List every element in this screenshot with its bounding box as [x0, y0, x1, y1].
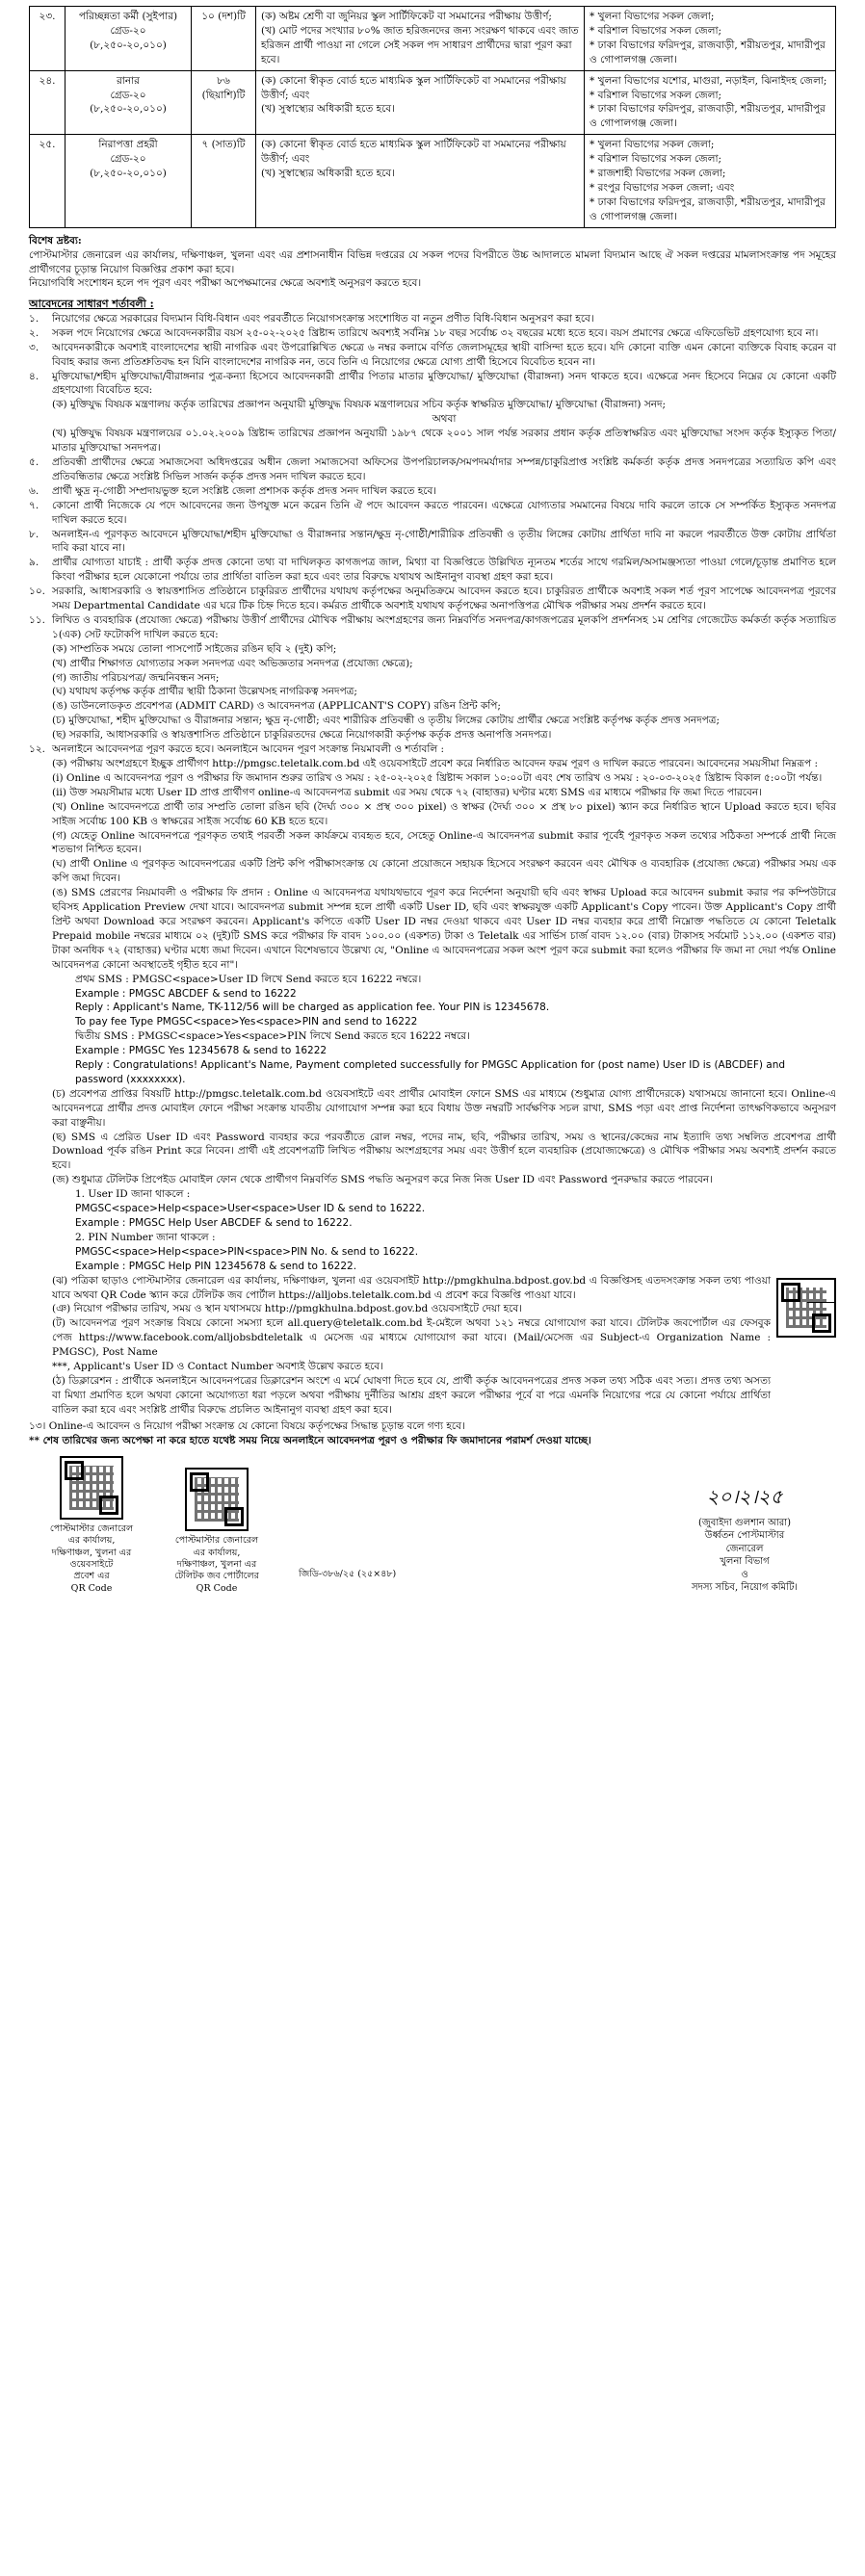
- qualification-line: (খ) সুস্বাস্থ্যের অধিকারী হতে হবে।: [261, 168, 395, 180]
- condition-sub: (ক) সাম্প্রতিক সময়ে তোলা পাসপোর্ট সাইজের রঙিন ছবি ২ (দুই) কপি;: [52, 642, 337, 655]
- footer-line: টেলিটক জব পোর্টালের: [174, 1571, 259, 1582]
- condition-item: [29, 341, 836, 370]
- recovery-userid-example: Example : PMGSC Help User ABCDEF & send to 16222.: [75, 1217, 353, 1230]
- district-line: * রাজশাহী বিভাগের সকল জেলা;: [590, 168, 726, 180]
- closing-note: ** শেষ তারিখের জন্য অপেক্ষা না করে হাতে যথেষ্ট সময় নিয়ে অনলাইনে আবেদনপত্র পূরণ ও পরীক্ষার ফি জমাদানের পরামর্শ দেওয়া যাচ্ছে।: [29, 1434, 591, 1446]
- row-qualifications: [256, 135, 585, 227]
- general-conditions-title: আবেদনের সাধারণ শর্তাবলী :: [29, 298, 154, 311]
- row-serial: ২৪.: [30, 70, 66, 135]
- conditions-list: [29, 312, 836, 973]
- special-note-2: নিয়োগবিধি সংশোধন হলে পদ পূরণ এবং পরীক্ষা অপেক্ষমানের ক্ষেত্রে অবশ্যই অনুসরণ করতে হবে।: [29, 277, 422, 290]
- district-line: * ঢাকা বিভাগের ফরিদপুর, রাজবাড়ী, শরীয়তপুর, মাদারীপুর ও গোপালগঞ্জ জেলা।: [590, 39, 826, 65]
- final-items-list: [29, 1274, 771, 1418]
- condition-sub: (ঘ) প্রার্থী Online এ পূরণকৃত আবেদনপত্রের একটি প্রিন্ট কপি পরীক্ষাসংক্রান্ত যে কোনো প্রয়োজনে সহায়ক হিসেবে সংরক্ষণ করবেন এবং মৌখিক ও ব্যবহারিক (প্রযোজ্য ক্ষেত্রে) পরীক্ষার সময় এক কপি জমা দিবেন।: [52, 858, 836, 885]
- table-row: [30, 135, 836, 227]
- final-item: (ঠ) ডিক্লারেশন : প্রার্থীকে অনলাইনে আবেদনপত্রের ডিক্লারেশন অংশে এ মর্মে ঘোষণা দিতে হবে যে, প্রার্থী কর্তৃক আবেদনপত্রের প্রদত্ত সকল তথ্য সঠিক এবং সত্য। প্রদত্ত তথ্য অসত্য বা মিথ্যা প্রমাণিত হলে অথবা কোনো অযোগ্যতা ধরা পড়লে অথবা পরীক্ষায় দুর্নীতির আশ্রয় গ্রহণ করলে পরীক্ষার পূর্বে বা পরে এমনকি নিয়োগের পরে যে কোনো পর্যায়ে প্রার্থিতা বাতিল করা হবে এবং সংশ্লিষ্ট প্রার্থীর বিরুদ্ধে প্রচলিত আইনানুগ ব্যবস্থা গ্রহণ করা হবে।: [52, 1374, 771, 1416]
- condition-number: ১১.: [29, 613, 45, 626]
- row-post: [66, 135, 192, 227]
- footer-line: পোস্টমাস্টার জেনারেল: [49, 1522, 134, 1534]
- condition-text: [52, 556, 836, 585]
- sms-reply-1: Reply : Applicant's Name, TK-112/56 will be charged as application fee. Your PIN is 12345678.: [75, 1002, 550, 1014]
- qualification-line: (খ) সুস্বাস্থ্যের অধিকারী হতে হবে।: [261, 103, 395, 116]
- condition-sub: (ক) পরীক্ষায় অংশগ্রহণে ইচ্ছুক প্রার্থীগণ http://pmgsc.teletalk.com.bd এই ওয়েবসাইটে প্রবেশ করে নির্ধারিত আবেদন ফরম পূরণ ও দাখিল করতে পারবেন। আবেদনের সময়সীমা নিম্নরূপ :: [52, 758, 818, 770]
- condition-sub: (গ) যেহেতু Online আবেদনপত্রে পূরণকৃত তথ্যই পরবর্তী সকল কার্যক্রমে ব্যবহৃত হবে, সেহেতু Online-এ আবেদনপত্র submit করার পূর্বেই পূরণকৃত সকল তথ্যের সঠিকতা সম্পর্কে প্রার্থী নিজে শতভাগ নিশ্চিত হবেন।: [52, 829, 836, 856]
- condition-sub: (ঙ) ডাউনলোডকৃত প্রবেশপত্র (ADMIT CARD) ও আবেদনপত্র (APPLICANT'S COPY) রঙিন প্রিন্ট কপি;: [52, 700, 501, 713]
- condition-number: ১২.: [29, 743, 45, 756]
- row-count: ৮৬ (ছিয়াশি)টি: [192, 70, 256, 135]
- condition-sub: (ছ) সরকারি, আধাসরকারি ও স্বায়ত্তশাসিত প্রতিষ্ঠানে চাকুরিরতদের ক্ষেত্রে নিয়োগকারী কর্তৃপক্ষ কর্তৃক প্রদত্ত অনাপত্তি সনদপত্র।: [52, 729, 552, 742]
- footer-line: দক্ষিণাঞ্চল, খুলনা এর ওয়েবসাইটে: [51, 1547, 132, 1570]
- qr-code-website[interactable]: [60, 1456, 123, 1520]
- row-count: ৭ (সাত)টি: [192, 135, 256, 227]
- after-sms-item: (চ) প্রবেশপত্র প্রাপ্তির বিষয়টি http://pmgsc.teletalk.com.bd ওয়েবসাইটে এবং প্রার্থীর মোবাইল ফোনে SMS এর মাধ্যমে (শুধুমাত্র যোগ্য প্রার্থীদেরকে) যথাসময়ে জানানো হবে। Online-এ আবেদনপত্রে প্রার্থীর প্রদত্ত মোবাইল ফোনে পরীক্ষা সংক্রান্ত যাবতীয় যোগাযোগ সম্পন্ন করা হবে বিধায় উক্ত নম্বরটি সার্বক্ষণিক সচল রাখা, SMS পড়া এবং প্রাপ্ত নির্দেশনা তাৎক্ষণিকভাবে অনুসরণ করা বাঞ্ছনীয়।: [52, 1087, 836, 1129]
- qualification-line: (ক) কোনো স্বীকৃত বোর্ড হতে মাধ্যমিক স্কুল সার্টিফিকেট বা সমমানের পরীক্ষায় উত্তীর্ণ; এবং: [261, 74, 566, 101]
- condition-body: প্রার্থীর যোগ্যতা যাচাই : প্রার্থী কর্তৃক প্রদত্ত কোনো তথ্য বা দাখিলকৃত কাগজপত্র জাল, মিথ্যা বা বিজ্ঞপ্তিতে উল্লিখিত ন্যূনতম শর্তের সাথে গরমিল/অসামঞ্জস্যতা পাওয়া গেলে/চূড়ান্ত প্রমাণিত হলে কিংবা পরীক্ষার হলে যেকোনো পর্যায়ে তার প্রার্থিতা বাতিল করা হবে এবং তার বিরুদ্ধে যথাযথ আইনানুগ ব্যবস্থা গ্রহণ করা হবে।: [52, 557, 836, 584]
- condition-body: লিখিত ও ব্যবহারিক (প্রযোজ্য ক্ষেত্রে) পরীক্ষায় উত্তীর্ণ প্রার্থীদের মৌখিক পরীক্ষায় অংশগ্রহণের জন্য নিম্নবর্ণিত সনদপত্র/কাগজপত্রের মূলকপি প্রদর্শনসহ ১ম শ্রেণির গেজেটেড কর্মকর্তা কর্তৃক সত্যায়িত ১(এক) সেট ফটোকপি দাখিল করতে হবে:: [52, 613, 836, 640]
- district-line: * ঢাকা বিভাগের ফরিদপুর, রাজবাড়ী, শরীয়তপুর, মাদারীপুর ও গোপালগঞ্জ জেলা।: [590, 103, 826, 130]
- gd-reference: জিডি-৩৮৬/২৫ (২৫×৪৮): [299, 1569, 397, 1580]
- table-row: [30, 70, 836, 135]
- condition-body: নিয়োগের ক্ষেত্রে সরকারের বিদ্যমান বিধি-বিধান এবং পরবর্তীতে নিয়োগসংক্রান্ত সংশোধিত বা নতুন প্রণীত বিধি-বিধান অনুসরণ করা হবে।: [52, 312, 594, 325]
- post-grade: গ্রেড-২০ (৮,২৫০-২০,০১০): [90, 153, 167, 180]
- post-name: পরিচ্ছন্নতা কর্মী (সুইপার): [78, 11, 178, 22]
- condition-sub: (i) Online এ আবেদনপত্র পূরণ ও পরীক্ষার ফি জমাদান শুরুর তারিখ ও সময় : ২৫-০২-২০২৫ খ্রিষ্টাব্দ সকাল ১০:০০টা এবং শেষ তারিখ ও সময় : ২০-০৩-২০২৫ খ্রিষ্টাব্দ বিকাল ৫:০০টা পর্যন্ত।: [52, 771, 823, 784]
- final-item: (ট) আবেদনপত্র পূরণ সংক্রান্ত বিষয়ে কোনো সমস্যা হলে all.query@teletalk.com.bd ই-মেইলে অথবা ১২১ নম্বরে যোগাযোগ করা যাবে। টেলিটক জবপোর্টাল এর ফেসবুক পেজ https://www.facebook.com/alljobsbdteletalk এ মেসেজ এর মাধ্যমে যোগাযোগ করা যাবে। (Mail/মেসেজ এর Subject-এ Organization Name : PMGSC), Post Name: [52, 1317, 771, 1359]
- condition-item: [29, 742, 836, 973]
- footer-line: QR Code: [196, 1582, 238, 1594]
- condition-sub: অথবা: [432, 413, 457, 426]
- condition-number: ১০.: [29, 585, 45, 598]
- final-item: (ঞ) নিয়োগ পরীক্ষার তারিখ, সময় ও স্থান যথাসময়ে http://pmgkhulna.bdpost.gov.bd ওয়েবসাইটে দেয়া হবে।: [52, 1303, 522, 1315]
- sms-first-example: Example : PMGSC ABCDEF & send to 16222: [75, 987, 297, 1000]
- side-qr-code: [776, 1278, 836, 1338]
- condition-item: [29, 484, 836, 499]
- post-grade: গ্রেড-২০ (৮,২৫০-২০,০১০): [90, 24, 167, 51]
- recovery-pin-example: Example : PMGSC Help PIN 12345678 & send to 16222.: [75, 1260, 357, 1272]
- row-qualifications: [256, 7, 585, 71]
- condition-body: প্রতিবন্ধী প্রার্থীদের ক্ষেত্রে সমাজসেবা অধিদপ্তরের অধীন জেলা সমাজসেবা অফিসের উপপরিচালক/সমপদমর্যাদার সম্পন্ন/চাকুরিপ্রাপ্ত সংশ্লিষ্ট কর্মকর্তা কর্তৃক প্রদত্ত সনদপত্রের সত্যায়িত কপি এবং প্রতিবন্ধিতার ক্ষেত্রে সংশ্লিষ্ট সিভিল সার্জন কর্তৃক প্রদত্ত সনদ দাখিল করতে হবে।: [52, 455, 836, 482]
- footer-line: এর কার্যালয়,: [67, 1535, 116, 1547]
- condition-number: ২.: [29, 326, 39, 339]
- condition-sub: (ঙ) SMS প্রেরণের নিয়মাবলী ও পরীক্ষার ফি প্রদান : Online এ আবেদনপত্র যথাযথভাবে পূরণ করে নির্দেশনা অনুযায়ী ছবি এবং স্বাক্ষর Upload করে আবেদন submit করার পর কম্পিউটারে ছবিসহ Application Preview দেখা যাবে। আবেদনপত্র submit সম্পন্ন হলে প্রার্থী একটি User ID, ছবি এবং স্বাক্ষরযুক্ত একটি Applicant's Copy পাবেন। উক্ত Applicant's Copy প্রার্থী প্রিন্ট অথবা Download করে সংরক্ষণ করবেন। Applicant's কপিতে একটি User ID নম্বর দেওয়া থাকবে এবং User ID নম্বর ব্যবহার করে প্রার্থী নিম্নোক্ত পদ্ধতিতে যে কোনো Teletalk Prepaid mobile নম্বরের মাধ্যমে ০২ (দুই)টি SMS করে পরীক্ষার ফি বাবদ ১০০.০০ (একশত) টাকা ও Teletalk এর সার্ভিস চার্জ বাবদ ১২.০০ (বার) টাকাসহ সর্বমোট ১১২.০০ (একশত বার) টাকা অনধিক ৭২ (বাহাত্তর) ঘণ্টার মধ্যে জমা দিবেন। এখানে বিশেষভাবে উল্লেখ্য যে, "Online এ আবেদনপত্রের সকল অংশ পূরণ করে submit করা হলেও পরীক্ষার ফি জমা না দেয়া পর্যন্ত Online আবেদনপত্র কোনো অবস্থাতেই গৃহীত হবে না"।: [52, 887, 836, 971]
- condition-sub: (খ) মুক্তিযুদ্ধ বিষয়ক মন্ত্রণালয়ের ০১.০২.২০০৯ খ্রিষ্টাব্দ তারিখের প্রজ্ঞাপন অনুযায়ী ১৯৮৭ থেকে ২০০১ সাল পর্যন্ত সরকার প্রধান কর্তৃক প্রতিস্বাক্ষরিত এবং মুক্তিযোদ্ধা সংসদ কর্তৃক ইস্যুকৃত পিতা/মাতার মুক্তিযোদ্ধা সনদপত্র।: [52, 428, 836, 455]
- final-item: (ঝ) পত্রিকা ছাড়াও পোস্টমাস্টার জেনারেল এর কার্যালয়, দক্ষিণাঞ্চল, খুলনা এর ওয়েবসাইট http://pmgkhulna.bdpost.gov.bd এ বিজ্ঞপ্তিসহ এতদসংক্রান্ত সকল তথ্য পাওয়া যাবে অথবা QR Code স্ক্যান করে টেলিটক জব পোর্টাল https://alljobs.teletalk.com.bd এ প্রবেশ করে বিজ্ঞপ্তি পাওয়া যাবে।: [52, 1274, 771, 1301]
- condition-text: [52, 499, 836, 528]
- row-districts: [585, 135, 836, 227]
- condition-body: সরকারি, আধাসরকারি ও স্বায়ত্তশাসিত প্রতিষ্ঠানে চাকুরিরত প্রার্থীদের যথাযথ কর্তৃপক্ষের অনুমতিক্রমে আবেদন করতে হবে। চাকুরিরত প্রার্থীকে অবশ্যই সকল শর্ত পূরণ সাপেক্ষে আবেদনপত্র পূরণের সময় Departmental Candidate এর ঘরে টিক চিহ্ন দিতে হবে। কর্মরত প্রার্থীকে অবশ্যই যথাযথ কর্তৃপক্ষের অনাপত্তিপত্র মৌখিক পরীক্ষার সময় প্রদর্শন করতে হবে।: [52, 585, 836, 612]
- condition-sub: (গ) জাতীয় পরিচয়পত্র/ জন্মনিবন্ধন সনদ;: [52, 671, 220, 684]
- condition-number: ৫.: [29, 455, 39, 468]
- qualification-line: (খ) মোট পদের সংখ্যার ৮০% জাত হরিজনদের জন্য সংরক্ষণ থাকবে এবং জাত হরিজন প্রার্থী পাওয়া না গেলে সেই সকল পদ সাধারণ প্রার্থীদের দ্বারা পূরণ করা হবে।: [261, 24, 579, 65]
- condition-sub: (ঘ) যথাযথ কর্তৃপক্ষ কর্তৃক প্রার্থীর স্থায়ী ঠিকানা উল্লেখসহ নাগরিকত্ব সনদপত্র;: [52, 686, 357, 698]
- footer-line: উর্ধ্বতন পোস্টমাস্টার: [704, 1530, 785, 1542]
- row-serial: ২৩.: [30, 7, 66, 71]
- condition-body: মুক্তিযোদ্ধা/শহীদ মুক্তিযোদ্ধা/বীরাঙ্গনার পুত্র-কন্যা হিসেবে আবেদনকারী প্রার্থীর পিতার মাতার মুক্তিযোদ্ধা/ মুক্তিযোদ্ধা (বীরাঙ্গনা) সনদ থাকতে হবে। এক্ষেত্রে সনদ হিসেবে নিম্নের যে কোনো একটি গ্রহণযোগ্য বিবেচিত হবে:: [52, 370, 836, 397]
- condition-item: [29, 613, 836, 742]
- signature-scrawl: ২০।২।২৫: [706, 1484, 783, 1508]
- recovery-block: [29, 1187, 836, 1273]
- footer-line: QR Code: [70, 1582, 113, 1594]
- condition-number: ৬.: [29, 484, 39, 497]
- condition-body: প্রার্থী ক্ষুদ্র নৃ-গোষ্ঠী সম্প্রদায়ভুক্ত হলে সংশ্লিষ্ট জেলা প্রশাসক কর্তৃক প্রদত্ত সনদ দাখিল করতে হবে।: [52, 484, 437, 497]
- footer-line: সদস্য সচিব, নিয়োগ কমিটি।: [692, 1582, 798, 1594]
- row-count: ১০ (দশ)টি: [192, 7, 256, 71]
- condition-number: ৭.: [29, 499, 39, 511]
- row-districts: [585, 7, 836, 71]
- condition-item: [29, 556, 836, 585]
- special-note-1: পোস্টমাস্টার জেনারেল এর কার্যালয়, দক্ষিণাঞ্চল, খুলনা এবং এর প্রশাসনাধীন বিভিন্ন দপ্তরের যে সকল পদের বিপরীতে উচ্চ আদালতে মামলা বিদ্যমান আছে ঐ সকল দপ্তরের মামলাসংক্রান্ত পদ সমূহের প্রার্থীগণের চূড়ান্ত নিয়োগ বিজ্ঞপ্তির প্রকাশ করা হবে।: [29, 248, 836, 275]
- condition-text: [52, 370, 836, 455]
- condition-text: [52, 484, 836, 499]
- footer-line: দক্ষিণাঞ্চল, খুলনা এর: [176, 1558, 257, 1570]
- sms-block: [29, 973, 836, 1087]
- qr-block-website: [29, 1456, 154, 1595]
- condition-sub: (খ) প্রার্থীর শিক্ষাগত যোগ্যতার সকল সনদপত্র এবং অভিজ্ঞতার সনদপত্র (প্রযোজ্য ক্ষেত্রে);: [52, 657, 413, 669]
- posts-table: [29, 6, 836, 228]
- item-13: ১৩। Online-এ আবেদন ও নিয়োগ পরীক্ষা সংক্রান্ত যে কোনো বিষয়ে কর্তৃপক্ষের সিদ্ধান্ত চূড়ান্ত বলে গণ্য হবে।: [29, 1419, 465, 1432]
- footer-line: প্রবেশ এর: [73, 1571, 110, 1582]
- special-notes-section: [29, 234, 836, 292]
- condition-body: অনলাইনে আবেদনপত্র পূরণ করতে হবে। অনলাইনে আবেদন পূরণ সংক্রান্ত নিয়মাবলী ও শর্তাবলি :: [52, 743, 445, 756]
- district-line: * খুলনা বিভাগের সকল জেলা;: [590, 11, 715, 22]
- condition-item: [29, 528, 836, 557]
- district-line: * খুলনা বিভাগের সকল জেলা;: [590, 139, 715, 151]
- after-sms-item: (জ) শুধুমাত্র টেলিটক প্রিপেইড মোবাইল ফোন থেকে প্রার্থীগণ নিম্নবর্ণিত SMS পদ্ধতি অনুসরণ করে নিজ নিজ User ID এবং Password পুনরুদ্ধার করতে পারবেন।: [52, 1174, 713, 1186]
- condition-number: ৯.: [29, 557, 39, 569]
- after-sms-item: (ছ) SMS এ প্রেরিত User ID এবং Password ব্যবহার করে পরবর্তীতে রোল নম্বর, পদের নাম, ছবি, পরীক্ষার তারিখ, সময় ও স্থানের/কেন্দ্রের নাম ইত্যাদি তথ্য সম্বলিত প্রবেশপত্র প্রার্থী Download পূর্বক রঙিন Print করে নিবেন। প্রার্থী এই প্রবেশপত্রটি লিখিত পরীক্ষায় অংশগ্রহণের সময় এবং উত্তীর্ণ হলে ব্যবহারিক (প্রযোজ্যক্ষেত্রে) ও মৌখিক পরীক্ষার সময় অবশ্যই প্রদর্শন করতে হবে।: [52, 1131, 836, 1172]
- condition-text: [52, 742, 836, 973]
- table-row: [30, 7, 836, 71]
- footer-line: ও: [741, 1569, 748, 1580]
- footer-line: (জুবাইদা গুলশান আরা): [697, 1517, 792, 1528]
- footer-line: পোস্টমাস্টার জেনারেল: [174, 1535, 259, 1547]
- condition-body: কোনো প্রার্থী নিজেকে যে পদে আবেদনের জন্য উপযুক্ত মনে করেন তিনি ঐ পদে আবেদন করতে পারবেন। এক্ষেত্রে যোগ্যতার সমমানের বিষয়ে দাবি করলে তাকে সে সম্পর্কিত ইস্যুকৃত সনদপত্র দাখিল করতে হবে।: [52, 499, 836, 526]
- margin-rule: [807, 1302, 836, 1303]
- special-title: বিশেষ দ্রষ্টব্য:: [29, 234, 82, 247]
- footer: [29, 1456, 836, 1595]
- condition-number: ৩.: [29, 341, 39, 353]
- final-item: ***, Applicant's User ID ও Contact Number অবশ্যই উল্লেখ করতে হবে।: [52, 1361, 383, 1373]
- after-sms-list: [29, 1087, 836, 1187]
- condition-sub: (ক) মুক্তিযুদ্ধ বিষয়ক মন্ত্রণালয় কর্তৃক তারিখের প্রজ্ঞাপন অনুযায়ী মুক্তিযুদ্ধ বিষয়ক মন্ত্রণালয়ের সচিব কর্তৃক স্বাক্ষরিত মুক্তিযোদ্ধা/ মুক্তিযোদ্ধা (বীরাঙ্গনা) সনদ;: [52, 399, 667, 411]
- condition-text: [52, 613, 836, 742]
- condition-item: [29, 455, 836, 484]
- district-line: * বরিশাল বিভাগের সকল জেলা;: [590, 153, 722, 166]
- sms-second-label: দ্বিতীয় SMS : PMGSC<space>Yes<space>PIN লিখে Send করতে হবে 16222 নম্বরে।: [75, 1030, 470, 1043]
- condition-text: [52, 528, 836, 557]
- condition-text: [52, 341, 836, 370]
- sms-second-example: Example : PMGSC Yes 12345678 & send to 16222: [75, 1045, 328, 1057]
- post-name: নিরাপত্তা প্রহরী: [98, 139, 158, 151]
- condition-text: [52, 585, 836, 613]
- condition-item: [29, 370, 836, 455]
- district-line: * বরিশাল বিভাগের সকল জেলা;: [590, 24, 722, 37]
- condition-number: ৪.: [29, 370, 39, 382]
- footer-line: এর কার্যালয়,: [193, 1547, 241, 1558]
- district-line: * খুলনা বিভাগের যশোর, মাগুরা, নড়াইল, ঝিনাইদহ জেলা;: [590, 74, 827, 87]
- condition-item: [29, 499, 836, 528]
- row-serial: ২৫.: [30, 135, 66, 227]
- condition-number: ৮.: [29, 528, 39, 540]
- final-items-wrap: [29, 1274, 836, 1418]
- condition-text: [52, 326, 836, 341]
- condition-sub: (ii) উক্ত সময়সীমার মধ্যে User ID প্রাপ্ত প্রার্থীগণ online-এ আবেদনপত্র submit এর সময় থেকে ৭২ (বাহাত্তর) ঘণ্টার মধ্যে SMS এর মাধ্যমে পরীক্ষার ফি জমা দিতে পারবেন।: [52, 786, 762, 798]
- recovery-pin-cmd: PMGSC<space>Help<space>PIN<space>PIN No. & send to 16222.: [75, 1245, 419, 1258]
- footer-line: খুলনা বিভাগ: [720, 1556, 770, 1568]
- row-qualifications: [256, 70, 585, 135]
- sms-reply-2: Reply : Congratulations! Applicant's Name, Payment completed successfully for PMGSC Application for (post name) User ID is (ABCDEF) and password (xxxxxxxx).: [75, 1059, 786, 1085]
- condition-number: ১.: [29, 312, 39, 325]
- post-name: রানার: [117, 74, 140, 87]
- signature-block: [653, 1484, 836, 1595]
- condition-sub: (চ) মুক্তিযোদ্ধা, শহীদ মুক্তিযোদ্ধা ও বীরাঙ্গনার সন্তান; ক্ষুদ্র নৃ-গোষ্ঠী; এবং শারীরিক প্রতিবন্ধী ও তৃতীয় লিঙ্গের কোটায় প্রার্থীর ক্ষেত্রে সংশ্লিষ্ট কর্তৃপক্ষ কর্তৃক প্রদত্ত সনদপত্র;: [52, 715, 721, 727]
- recovery-userid-cmd: PMGSC<space>Help<space>User<space>User ID & send to 16222.: [75, 1203, 426, 1215]
- sms-first-label: প্রথম SMS : PMGSC<space>User ID লিখে Send করতে হবে 16222 নম্বরে।: [75, 973, 422, 985]
- post-grade: গ্রেড-২০ (৮,২৫০-২০,০১০): [90, 89, 167, 116]
- condition-sub: (খ) Online আবেদনপত্রে প্রার্থী তার সম্প্রতি তোলা রঙিন ছবি (দৈর্ঘ্য ৩০০ × প্রস্থ ৩০০ pixel) ও স্বাক্ষর (দৈর্ঘ্য ৩০০ × প্রস্থ ৮০ pixel) স্ক্যান করে নির্ধারিত স্থানে Upload করতে হবে। ছবির সাইজ সর্বোচ্চ 100 KB ও স্বাক্ষরের সাইজ সর্বোচ্চ 60 KB হতে হবে।: [52, 800, 836, 827]
- qr-code-jobportal[interactable]: [185, 1468, 249, 1531]
- footer-line: জেনারেল: [725, 1543, 764, 1554]
- row-districts: [585, 70, 836, 135]
- condition-item: [29, 312, 836, 326]
- condition-text: [52, 312, 836, 326]
- sms-fee-line: To pay fee Type PMGSC<space>Yes<space>PIN and send to 16222: [75, 1016, 418, 1028]
- district-line: * রংপুর বিভাগের সকল জেলা; এবং: [590, 181, 735, 194]
- qualification-line: (ক) অষ্টম শ্রেণী বা জুনিয়র স্কুল সার্টিফিকেট বা সমমানের পরীক্ষায় উত্তীর্ণ;: [261, 11, 552, 22]
- condition-body: সকল পদে নিয়োগের ক্ষেত্রে আবেদনকারীর বয়স ২৫-০২-২০২৫ খ্রিষ্টাব্দ তারিখে অবশ্যই সর্বনিম্ন ১৮ বছর সর্বোচ্চ ৩২ বছরের মধ্যে হতে হবে। বয়স প্রমাণের ক্ষেত্রে এফিডেভিট গ্রহণযোগ্য হবে না।: [52, 326, 819, 339]
- recovery-pin-title: 2. PIN Number জানা থাকলে :: [75, 1231, 216, 1243]
- district-line: * বরিশাল বিভাগের সকল জেলা;: [590, 89, 722, 101]
- condition-text: [52, 455, 836, 484]
- qualification-line: (ক) কোনো স্বীকৃত বোর্ড হতে মাধ্যমিক স্কুল সার্টিফিকেট বা সমমানের পরীক্ষায় উত্তীর্ণ; এবং: [261, 139, 566, 166]
- row-post: [66, 7, 192, 71]
- condition-body: অনলাইন-এ পূরণকৃত আবেদনে মুক্তিযোদ্ধা/শহীদ মুক্তিযোদ্ধা ও বীরাঙ্গনার সন্তান/ক্ষুদ্র নৃ-গোষ্ঠী/শারীরিক প্রতিবন্ধী ও তৃতীয় লিঙ্গের কোটায় প্রার্থিতা দাবি না করলে পরবর্তীতে উক্ত কোটায় প্রার্থিতা দাবি করা যাবে না।: [52, 528, 836, 555]
- row-post: [66, 70, 192, 135]
- condition-item: [29, 326, 836, 341]
- condition-body: আবেদনকারীকে অবশ্যই বাংলাদেশের স্থায়ী নাগরিক এবং উপরোল্লিখিত ক্ষেত্রে ৬ নম্বর কলামে বর্ণিত জেলাসমূহের স্থায়ী বাসিন্দা হতে হবে। যদি কোনো ব্যক্তি এমন কোনো ব্যক্তিকে বিবাহ করেন বা বিবাহ করার জন্য প্রতিশ্রুতিবদ্ধ হন যিনি বাংলাদেশের নাগরিক নন, তবে তিনি এ নিয়োগের ক্ষেত্রে যোগ্য প্রার্থী হিসেবে বিবেচিত হবেন না।: [52, 341, 836, 368]
- recovery-userid-title: 1. User ID জানা থাকলে :: [75, 1188, 191, 1201]
- district-line: * ঢাকা বিভাগের ফরিদপুর, রাজবাড়ী, শরীয়তপুর, মাদারীপুর ও গোপালগঞ্জ জেলা।: [590, 195, 826, 222]
- qr-block-jobportal: [154, 1468, 279, 1595]
- condition-item: [29, 585, 836, 613]
